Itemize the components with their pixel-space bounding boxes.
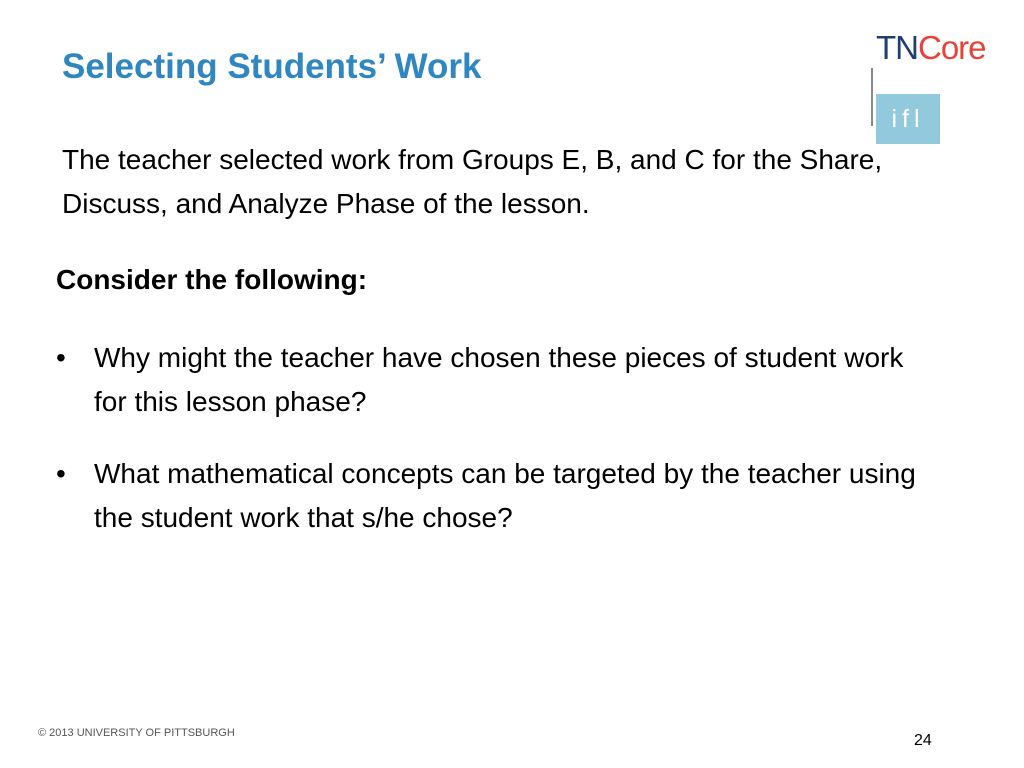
- logo-divider: [871, 68, 873, 126]
- bullet-icon: •: [56, 342, 66, 373]
- logo-tn-text: TN: [876, 29, 918, 66]
- question-item: [56, 336, 936, 424]
- page-number: 24: [914, 732, 932, 749]
- logo-core-text: Core: [918, 29, 986, 66]
- consider-heading: Consider the following:: [56, 264, 368, 295]
- footer-copyright: © 2013 UNIVERSITY OF PITTSBURGH: [38, 727, 235, 739]
- bullet-icon: •: [56, 458, 66, 489]
- question-text: What mathematical concepts can be targeted by the teacher using the student work that s/he chose?: [94, 458, 916, 533]
- intro-paragraph: The teacher selected work from Groups E, B, and C for the Share, Discuss, and Analyze Phase of the lesson.: [62, 144, 883, 219]
- tncore-wordmark: [876, 28, 986, 68]
- tncore-ifl-logo: [870, 28, 1010, 133]
- ifl-logo-box: ifl: [876, 94, 940, 144]
- question-text: Why might the teacher have chosen these pieces of student work for this lesson phase?: [94, 342, 904, 417]
- question-item: [56, 452, 936, 540]
- question-list: [56, 336, 936, 568]
- slide-title: Selecting Students’ Work: [62, 47, 482, 86]
